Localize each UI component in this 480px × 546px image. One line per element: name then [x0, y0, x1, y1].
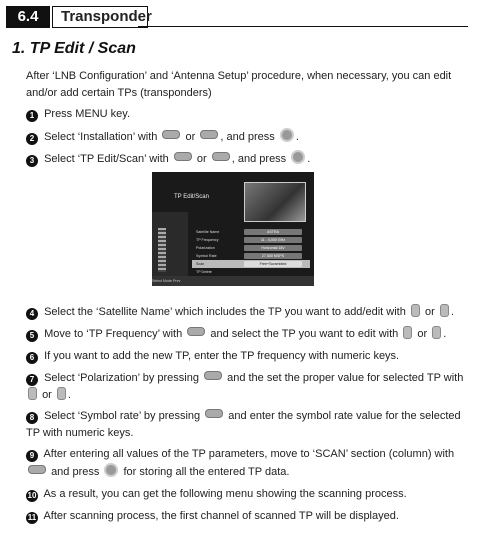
step-text: , and press	[220, 131, 275, 143]
tv-footer-keys: Select Mode Prev	[152, 276, 314, 286]
tv-row-label: Symbol Rate	[196, 254, 217, 258]
tv-row-label: Satellite Name	[196, 230, 220, 234]
step-number: 4	[26, 308, 38, 320]
step-text: As a result, you can get the following menu showing the scanning process.	[43, 488, 407, 500]
tv-menu-row	[192, 268, 310, 276]
left-arrow-key-icon	[28, 387, 37, 400]
down-arrow-key-icon	[212, 152, 230, 161]
step-text: .	[295, 131, 299, 143]
step-text: or	[417, 328, 428, 340]
step-text: .	[307, 153, 311, 165]
step-text: or	[42, 389, 52, 401]
step-number: 8	[26, 412, 38, 424]
up-arrow-key-icon	[162, 130, 180, 139]
tv-menu-row	[192, 228, 310, 236]
tv-preview-window	[244, 182, 306, 222]
step-text: Select ‘TP Edit/Scan’ with	[44, 153, 169, 165]
down-arrow-key-icon	[28, 465, 46, 474]
left-arrow-key-icon	[411, 304, 420, 317]
tv-menu-row-selected	[192, 260, 310, 268]
chapter-header	[6, 6, 466, 28]
step-3	[26, 150, 466, 168]
step-number: 10	[27, 491, 37, 500]
down-arrow-key-icon	[200, 130, 218, 139]
step-text: If you want to add the new TP, enter the TP frequency with numeric keys.	[44, 350, 400, 362]
tv-menu-title: TP Edit/Scan	[174, 194, 209, 200]
step-5	[26, 326, 466, 343]
step-number: 1	[26, 110, 38, 122]
chapter-title: Transponder	[52, 6, 148, 28]
step-text: Select ‘Installation’ with	[44, 131, 158, 143]
step-text: After scanning process, the first channel of scanned TP will be displayed.	[43, 510, 399, 522]
step-text: and press	[51, 466, 100, 478]
tv-row-value: 11 - 4,000 GHz	[244, 237, 302, 243]
tv-row-value: ASTRA	[244, 229, 302, 235]
tv-menu-row	[192, 252, 310, 260]
tv-menu-row	[192, 244, 310, 252]
step-11	[26, 508, 466, 525]
right-arrow-key-icon	[57, 387, 66, 400]
tv-row-label: TP Delete	[196, 270, 212, 274]
tv-row-label: Scan	[196, 262, 205, 266]
step-text: or	[424, 306, 435, 318]
intro-paragraph: After ‘LNB Configuration’ and ‘Antenna Setup’ procedure, when necessary, you can edit and/or add certain TPs (transponders)	[26, 70, 452, 99]
step-number: 11	[27, 513, 37, 522]
step-number: 7	[26, 374, 38, 386]
tv-menu-screenshot	[152, 172, 314, 286]
step-number: 9	[26, 450, 38, 462]
tv-row-value: Free+Scrambled	[244, 261, 302, 267]
left-arrow-key-icon	[403, 326, 412, 339]
step-7	[26, 370, 466, 404]
step-text: .	[67, 389, 71, 401]
tv-row-value: 27.500 MSPS	[244, 253, 302, 259]
step-text: .	[450, 306, 454, 318]
step-text: and the set the proper value for selected TP with	[227, 372, 464, 384]
step-4	[26, 304, 466, 321]
right-arrow-key-icon	[432, 326, 441, 339]
step-text: and enter the symbol rate value for the selected TP with numeric keys.	[26, 410, 461, 439]
step-text: , and press	[231, 153, 287, 165]
ok-key-icon	[291, 150, 305, 164]
step-8	[26, 408, 466, 442]
tv-row-label: Polarization	[196, 246, 215, 250]
step-6	[26, 348, 466, 365]
step-number: 5	[26, 330, 38, 342]
right-arrow-key-icon	[440, 304, 449, 317]
step-number: 3	[26, 155, 38, 167]
step-text: Move to ‘TP Frequency’ with	[44, 328, 183, 340]
chapter-number: 6.4	[6, 6, 50, 28]
step-1	[26, 106, 466, 123]
step-text: Press MENU key.	[44, 108, 131, 120]
tv-menu-row	[192, 236, 310, 244]
ok-key-icon	[280, 128, 294, 142]
step-text: for storing all the entered TP data.	[123, 466, 290, 478]
step-9	[26, 446, 466, 481]
header-rule	[138, 26, 468, 27]
signal-level-bar	[158, 228, 166, 272]
ok-key-icon	[104, 463, 118, 477]
step-text: Select ‘Symbol rate’ by pressing	[44, 410, 201, 422]
step-10	[26, 486, 466, 503]
tv-row-label: TP Frequency	[196, 238, 219, 242]
step-text: Select ‘Polarization’ by pressing	[44, 372, 199, 384]
step-2	[26, 128, 466, 146]
down-arrow-key-icon	[205, 409, 223, 418]
step-text: .	[443, 328, 447, 340]
step-number: 6	[26, 352, 38, 364]
step-number: 2	[26, 133, 38, 145]
tv-row-value: Horizontal 18V	[244, 245, 302, 251]
section-title: 1. TP Edit / Scan	[12, 40, 136, 57]
step-text: and select the TP you want to edit with	[210, 328, 399, 340]
up-arrow-key-icon	[174, 152, 192, 161]
step-text: or	[196, 153, 207, 165]
step-text: Select the ‘Satellite Name’ which includes the TP you want to add/edit with	[44, 306, 406, 318]
down-arrow-key-icon	[187, 327, 205, 336]
step-text: After entering all values of the TP parameters, move to ‘SCAN’ section (column) with	[43, 448, 455, 460]
step-text: or	[185, 131, 196, 143]
down-arrow-key-icon	[204, 371, 222, 380]
